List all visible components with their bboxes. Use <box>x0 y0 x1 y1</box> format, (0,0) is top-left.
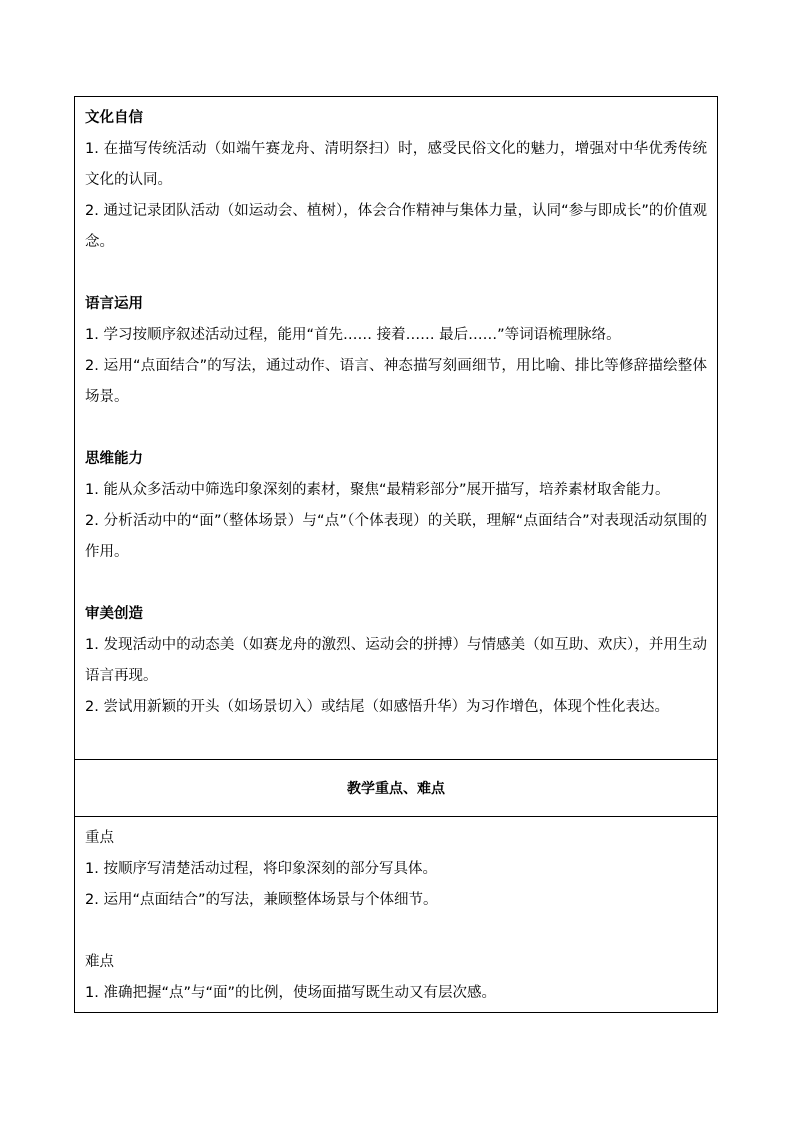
keypoints-cell <box>75 817 717 1012</box>
lesson-plan-table <box>74 96 718 1013</box>
section-aesthetic-creation <box>85 599 707 723</box>
difficulty-item: 1. 准确把握“点”与“面”的比例，使场面描写既生动又有层次感。 <box>85 985 496 1001</box>
section-key-points <box>85 823 707 916</box>
objectives-cell <box>75 97 717 760</box>
section-language-use <box>85 289 707 413</box>
focus-heading: 教学重点、难点 <box>347 781 445 797</box>
objective-item: 1. 发现活动中的动态美（如赛龙舟的激烈、运动会的拼搏）与情感美（如互助、欢庆），并用生动语言再现。 <box>85 637 707 684</box>
objective-item: 1. 能从众多活动中筛选印象深刻的素材，聚焦“最精彩部分”展开描写，培养素材取舍能力。 <box>85 482 670 498</box>
section-title: 语言运用 <box>85 296 143 312</box>
objective-item: 1. 学习按顺序叙述活动过程，能用“首先…… 接着…… 最后……”等词语梳理脉络。 <box>85 327 621 343</box>
section-cultural-confidence <box>85 103 707 258</box>
section-title: 审美创造 <box>85 606 143 622</box>
objective-item: 2. 分析活动中的“面”（整体场景）与“点”（个体表现）的关联，理解“点面结合”对表现活动氛围的作用。 <box>85 513 707 560</box>
section-title: 文化自信 <box>85 110 143 126</box>
objective-item: 1. 在描写传统活动（如端午赛龙舟、清明祭扫）时，感受民俗文化的魅力，增强对中华优秀传统文化的认同。 <box>85 141 707 188</box>
key-points-title: 重点 <box>85 830 114 846</box>
key-point-item: 1. 按顺序写清楚活动过程，将印象深刻的部分写具体。 <box>85 861 437 877</box>
objective-item: 2. 尝试用新颖的开头（如场景切入）或结尾（如感悟升华）为习作增色，体现个性化表达。 <box>85 699 669 715</box>
section-thinking-ability <box>85 444 707 568</box>
section-spacer <box>85 413 707 444</box>
key-point-item: 2. 运用“点面结合”的写法，兼顾整体场景与个体细节。 <box>85 892 438 908</box>
focus-heading-cell <box>75 760 717 817</box>
objective-item: 2. 通过记录团队活动（如运动会、植树），体会合作精神与集体力量，认同“参与即成长”的价值观念。 <box>85 203 707 250</box>
section-spacer <box>85 916 707 947</box>
section-spacer <box>85 258 707 289</box>
section-title: 思维能力 <box>85 451 143 467</box>
objective-item: 2. 运用“点面结合”的写法，通过动作、语言、神态描写刻画细节，用比喻、排比等修辞描绘整体场景。 <box>85 358 707 405</box>
section-difficulties <box>85 947 707 1009</box>
section-spacer <box>85 568 707 599</box>
difficulties-title: 难点 <box>85 954 114 970</box>
